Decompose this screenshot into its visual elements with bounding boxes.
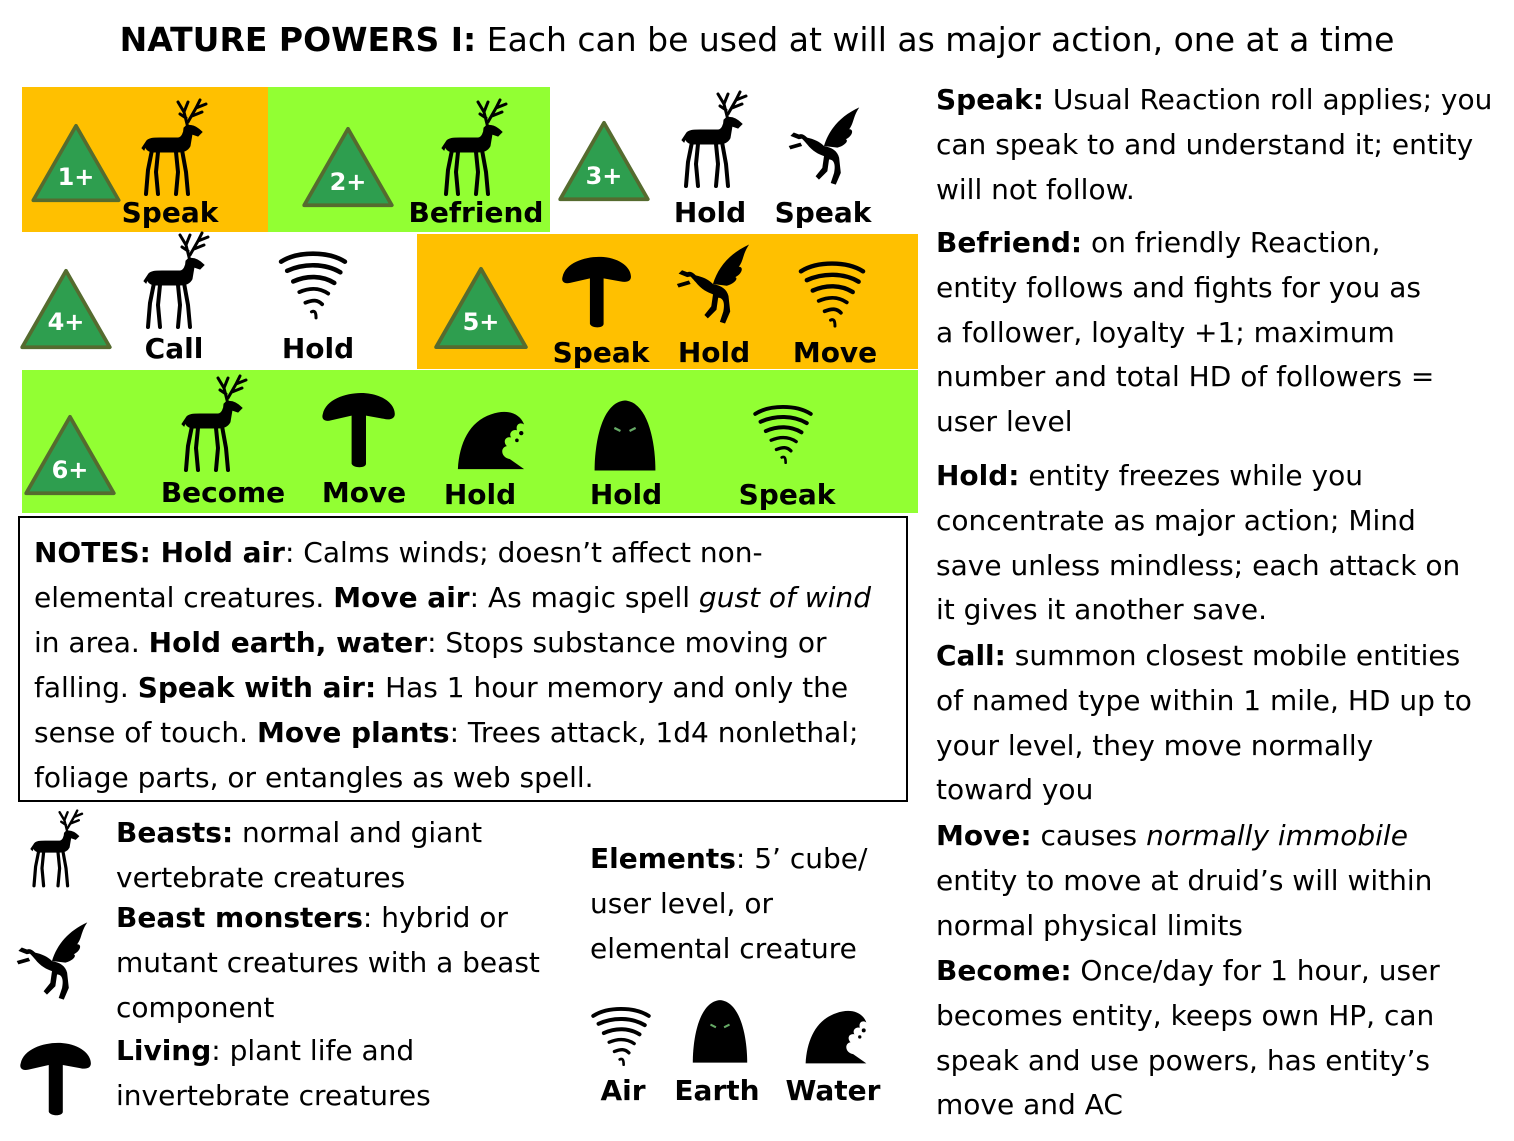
- become-text: Once/day for 1 hour, user becomes entity, keeps own HP, can speak and use powers, has entity’s move and AC: [936, 954, 1440, 1122]
- speak-text: Usual Reaction roll applies; you can speak to and understand it; entity will not follow.: [936, 83, 1493, 206]
- befriend-description: [936, 221, 1436, 445]
- deer-icon: [666, 84, 766, 196]
- griffin-icon: [10, 914, 94, 1008]
- notes-move-plants-text: : Trees attack, 1d4 nonlethal; foliage parts, or entangles as web spell.: [34, 716, 859, 794]
- badge-text-2: 2+: [329, 168, 367, 196]
- legend-beasts-term: Beasts:: [116, 816, 234, 849]
- page-title: [0, 20, 1514, 59]
- legend-monsters-term: Beast monsters: [116, 901, 363, 934]
- hooded-earth-icon: [680, 996, 760, 1064]
- deer-icon: [18, 806, 98, 892]
- hold-text: entity freezes while you concentrate as major action; Mind save unless mindless; each attack on it gives it another save.: [936, 459, 1461, 627]
- level-2-label-befriend: Befriend: [408, 196, 544, 229]
- griffin-icon: [670, 234, 756, 334]
- level-6-label-hold: Hold: [443, 478, 517, 511]
- notes-move-plants-term: Move plants: [256, 716, 450, 749]
- notes-gust-of-wind: gust of wind: [698, 581, 871, 614]
- mushroom-icon: [16, 1032, 94, 1126]
- legend-beasts-text: normal and giant vertebrate creatures: [116, 816, 483, 894]
- move-text: causes: [1031, 819, 1147, 852]
- level-4-label-call: Call: [144, 332, 204, 365]
- befriend-term: Befriend:: [936, 226, 1083, 259]
- move-italic-text: normally immobile: [1146, 819, 1408, 852]
- whirlwind-icon: [738, 402, 828, 468]
- notes-speak-air-text: Has 1 hour memory and only the sense of touch.: [34, 671, 849, 749]
- call-description: [936, 634, 1476, 813]
- hold-term: Hold:: [936, 459, 1020, 492]
- move-description: [936, 814, 1476, 948]
- level-6-label-hold: Hold: [589, 478, 663, 511]
- legend-water-label: Water: [785, 1074, 881, 1107]
- level-badge-3: [556, 120, 652, 202]
- hold-description: [936, 454, 1476, 633]
- level-5-label-hold: Hold: [677, 336, 751, 369]
- notes-hold-earth-water-term: Hold earth, water: [148, 626, 428, 659]
- level-1-label-speak: Speak: [121, 196, 219, 229]
- wave-icon: [786, 1000, 886, 1066]
- level-6-label-become: Become: [160, 476, 286, 509]
- whirlwind-icon: [270, 248, 356, 324]
- notes-hold-air-term: NOTES: Hold air: [34, 536, 285, 569]
- move-term: Move:: [936, 819, 1032, 852]
- level-badge-4: [18, 268, 114, 350]
- whirlwind-icon: [790, 258, 874, 332]
- notes-hold-air-text: : Calms winds; doesn’t affect non-elemental creatures.: [34, 536, 763, 614]
- level-4-label-hold: Hold: [281, 332, 355, 365]
- level-3-label-speak: Speak: [774, 196, 872, 229]
- badge-text-5: 5+: [462, 308, 500, 336]
- griffin-icon: [782, 96, 866, 196]
- title-rest: Each can be used at will as major action, one at a time: [476, 20, 1395, 59]
- wave-icon: [442, 400, 540, 472]
- legend-air-label: Air: [600, 1074, 646, 1107]
- notes-speak-air-term: Speak with air:: [137, 671, 377, 704]
- badge-text-4: 4+: [47, 308, 85, 336]
- legend-elements: [590, 836, 900, 971]
- speak-description: [936, 78, 1496, 212]
- badge-text-6: 6+: [51, 456, 89, 484]
- become-description: [936, 949, 1496, 1128]
- level-6-label-speak: Speak: [738, 478, 836, 511]
- notes-hold-earth-water-text: : Stops substance moving or falling.: [34, 626, 827, 704]
- legend-elements-text: : 5’ cube/ user level, or elemental creature: [590, 842, 868, 965]
- legend-earth-label: Earth: [674, 1074, 760, 1107]
- level-3-label-hold: Hold: [673, 196, 747, 229]
- whirlwind-icon: [578, 1004, 664, 1070]
- deer-icon: [128, 226, 228, 336]
- notes-move-air-text: : As magic spell: [469, 581, 699, 614]
- level-badge-5: [432, 266, 530, 350]
- level-badge-1: [30, 123, 122, 203]
- level-5-label-speak: Speak: [552, 336, 650, 369]
- legend-beast-monsters: [116, 895, 556, 1030]
- hooded-earth-icon: [586, 396, 664, 472]
- title-bold: NATURE POWERS I:: [119, 20, 477, 59]
- legend-living: [116, 1028, 556, 1118]
- legend-monsters-text: : hybrid or mutant creatures with a beast component: [116, 901, 540, 1024]
- mushroom-icon: [318, 384, 398, 476]
- legend-living-text: : plant life and invertebrate creatures: [116, 1034, 431, 1112]
- badge-text-3: 3+: [585, 162, 623, 190]
- move-text-2: entity to move at druid’s will within normal physical limits: [936, 863, 1433, 942]
- legend-beasts: [116, 810, 536, 900]
- notes-box: [18, 516, 908, 802]
- mushroom-icon: [558, 246, 634, 338]
- deer-icon: [426, 92, 526, 204]
- deer-icon: [126, 92, 226, 204]
- notes-move-air-text-2: in area.: [34, 626, 149, 659]
- level-badge-6: [22, 414, 118, 496]
- badge-text-1: 1+: [57, 163, 95, 191]
- legend-elements-term: Elements: [590, 842, 736, 875]
- legend-living-term: Living: [116, 1034, 212, 1067]
- level-5-label-move: Move: [792, 336, 878, 369]
- level-badge-2: [300, 126, 396, 208]
- call-text: summon closest mobile entities of named type within 1 mile, HD up to your level, they move normally toward you: [936, 639, 1472, 807]
- speak-term: Speak:: [936, 83, 1044, 116]
- befriend-text: on friendly Reaction, entity follows and fights for you as a follower, loyalty +1; maximum number and total HD of followers = user level: [936, 226, 1435, 439]
- level-6-label-move: Move: [321, 476, 407, 509]
- become-term: Become:: [936, 954, 1072, 987]
- call-term: Call:: [936, 639, 1006, 672]
- notes-move-air-term: Move air: [333, 581, 470, 614]
- deer-icon: [166, 368, 266, 480]
